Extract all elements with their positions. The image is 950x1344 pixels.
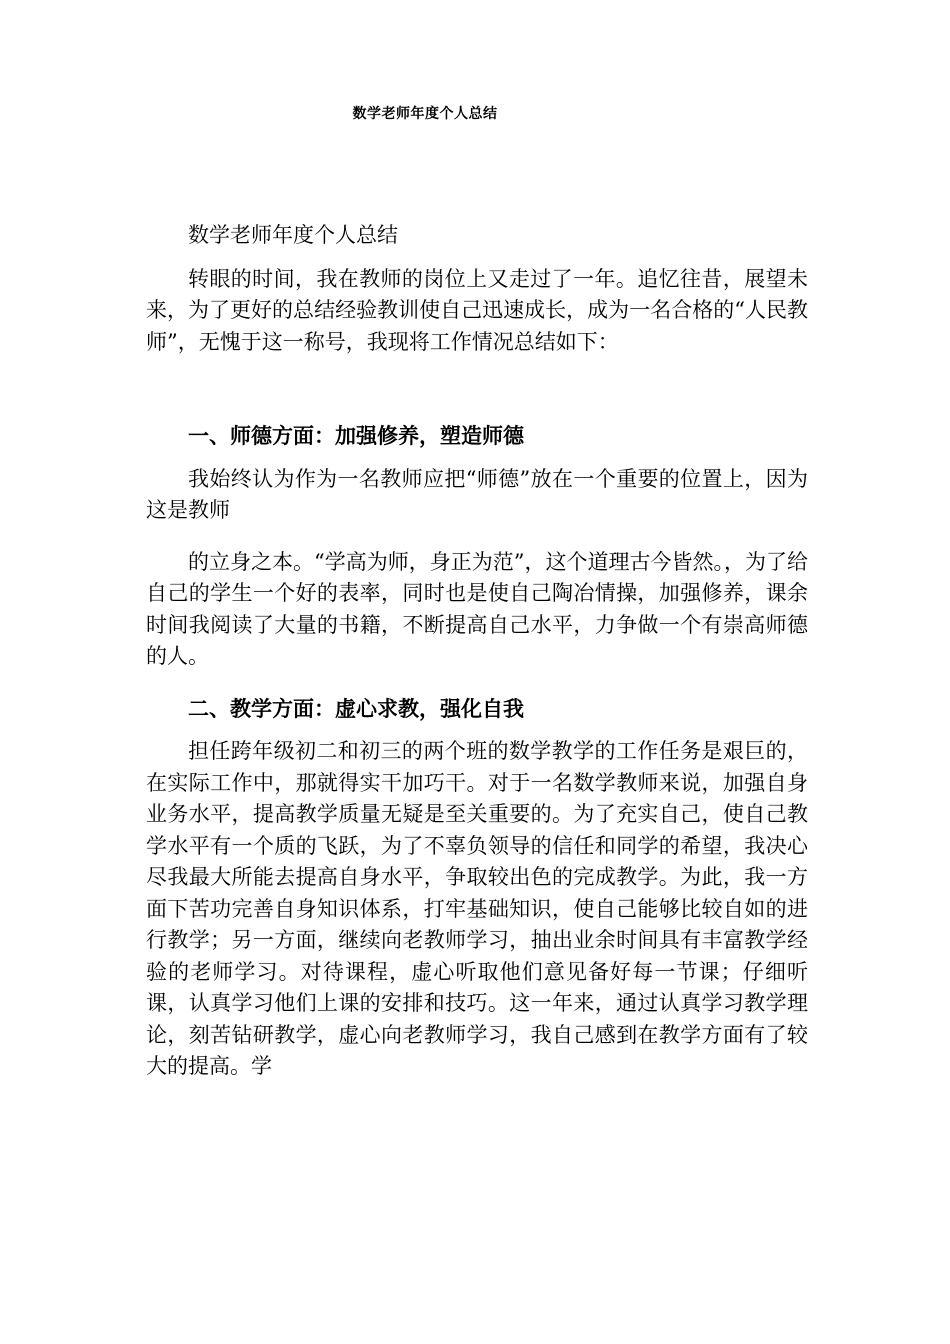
document-body bbox=[146, 220, 808, 1083]
section-heading-ethics: 一、师德方面：加强修养，塑造师德 bbox=[188, 423, 524, 448]
intro-paragraph: 转眼的时间，我在教师的岗位上又走过了一年。追忆往昔，展望未来，为了更好的总结经验教训使自己迅速成长，成为一名合格的“人民教师”，无愧于这一称号，我现将工作情况总结如下： bbox=[146, 266, 808, 354]
section-heading-teaching: 二、教学方面：虚心求教，强化自我 bbox=[188, 695, 524, 721]
document-title: 数学老师年度个人总结 bbox=[188, 223, 398, 247]
teaching-paragraph-1: 担任跨年级初二和初三的两个班的数学教学的工作任务是艰巨的，在实际工作中，那就得实干加巧干。对于一名数学教师来说，加强自身业务水平，提高教学质量无疑是至关重要的。为了充实自己，使自己教学水平有一个质的飞跃，为了不辜负领导的信任和同学的希望，我决心尽我最大所能去提高自身水平，争取较出色的完成教学。为此，我一方面下苦功完善自身知识体系，打牢基础知识，使自己能够比较自如的进行教学；另一方面，继续向老教师学习，抽出业余时间具有丰富教学经验的老师学习。对待课程，虚心听取他们意见备好每一节课；仔细听课，认真学习他们上课的安排和技巧。这一年来，通过认真学习教学理论，刻苦钻研教学，虚心向老教师学习，我自己感到在教学方面有了较大的提高。学 bbox=[146, 739, 808, 1078]
ethics-paragraph-1: 我始终认为作为一名教师应把“师德”放在一个重要的位置上，因为这是教师 bbox=[146, 466, 808, 522]
header-title: 数学老师年度个人总结 bbox=[352, 106, 498, 122]
ethics-paragraph-2: 的立身之本。“学高为师，身正为范”，这个道理古今皆然。，为了给自己的学生一个好的表率，同时也是使自己陶冶情操，加强修养，课余时间我阅读了大量的书籍，不断提高自己水平，力争做一个有崇高师德的人。 bbox=[146, 549, 808, 668]
